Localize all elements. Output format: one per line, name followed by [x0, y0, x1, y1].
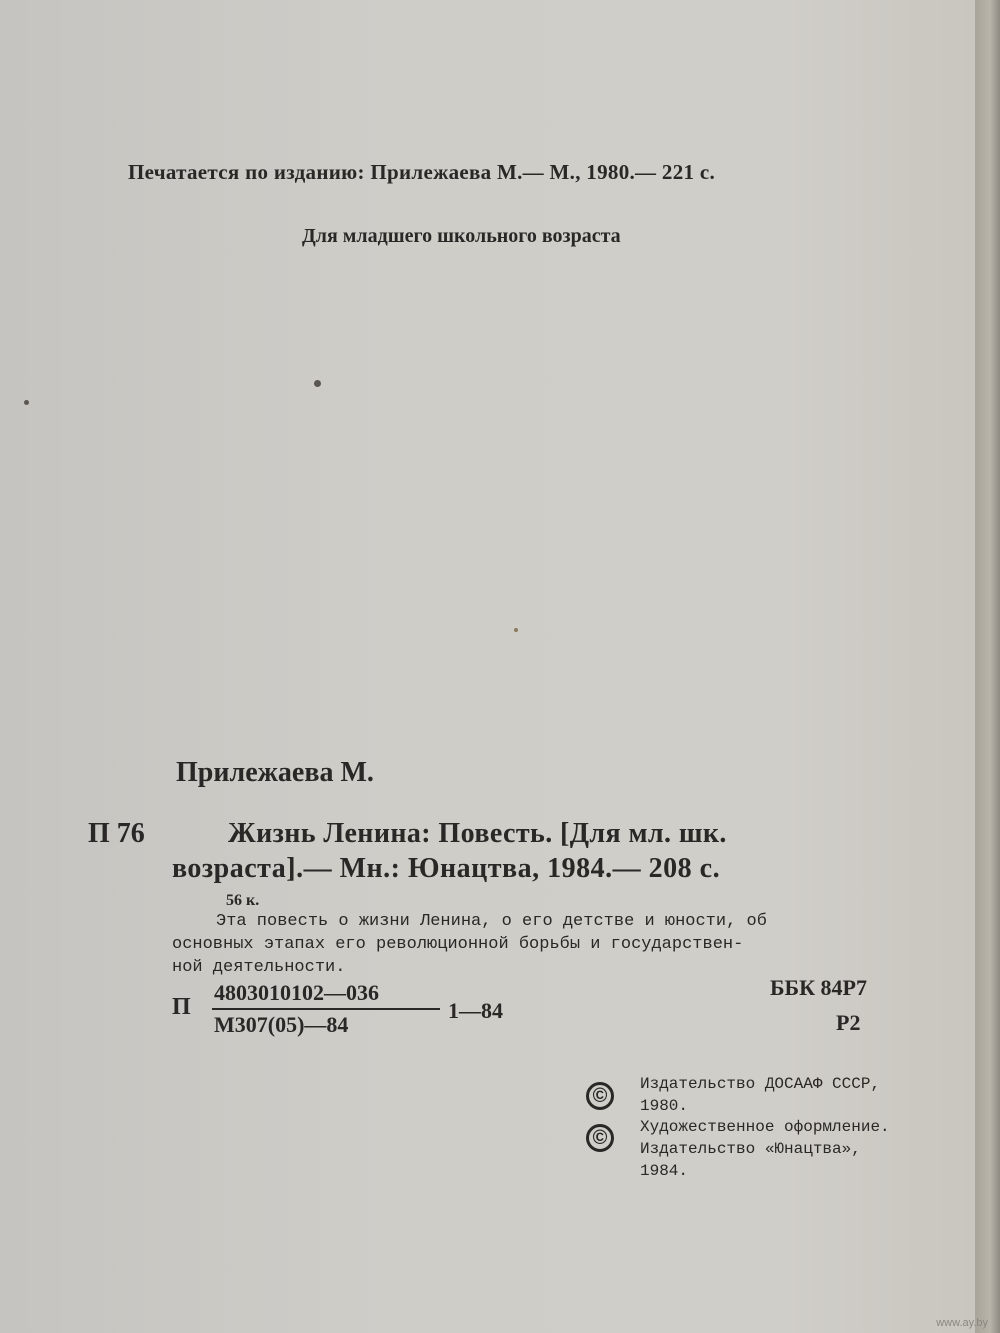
annotation-line1: Эта повесть о жизни Ленина, о его детстве и юности, об [216, 912, 767, 931]
copyright-entry1-line2: 1980. [640, 1097, 689, 1115]
watermark: www.ay.by [936, 1317, 988, 1329]
formula-rule [212, 1008, 440, 1010]
author-name: Прилежаева М. [176, 757, 374, 788]
bbk-sub: Р2 [836, 1010, 861, 1035]
copyright-entry2-line3: 1984. [640, 1162, 689, 1180]
audience-note: Для младшего школьного возраста [302, 225, 621, 247]
copyright-entry1-line1: Издательство ДОСААФ СССР, [640, 1075, 881, 1093]
copyright-icon: © [586, 1124, 614, 1152]
copyright-entry2-line2: Издательство «Юнацтва», [640, 1140, 861, 1158]
copyright-icon: © [586, 1082, 614, 1110]
page-edge [975, 0, 1000, 1333]
formula-suffix: 1—84 [448, 998, 503, 1023]
formula-denominator: М307(05)—84 [214, 1012, 349, 1037]
price: 56 к. [226, 892, 260, 909]
copyright-entry2-line1: Художественное оформление. [640, 1118, 890, 1136]
paper-speck [24, 400, 29, 405]
book-title-line1: Жизнь Ленина: Повесть. [Для мл. шк. [228, 818, 727, 849]
annotation-line3: ной деятельности. [172, 958, 346, 977]
paper-speck [314, 380, 321, 387]
formula-numerator: 4803010102—036 [214, 980, 379, 1005]
book-title-line2: возраста].— Мн.: Юнацтва, 1984.— 208 с. [172, 853, 721, 884]
edition-note: Печатается по изданию: Прилежаева М.— М., 1980.— 221 с. [128, 160, 716, 184]
bbk-code: ББК 84Р7 [770, 975, 867, 1000]
formula-letter: П [172, 994, 191, 1020]
index-code: П 76 [88, 818, 145, 849]
paper-speck [514, 628, 518, 632]
annotation-line2: основных этапах его революционной борьбы и государствен- [172, 935, 744, 954]
